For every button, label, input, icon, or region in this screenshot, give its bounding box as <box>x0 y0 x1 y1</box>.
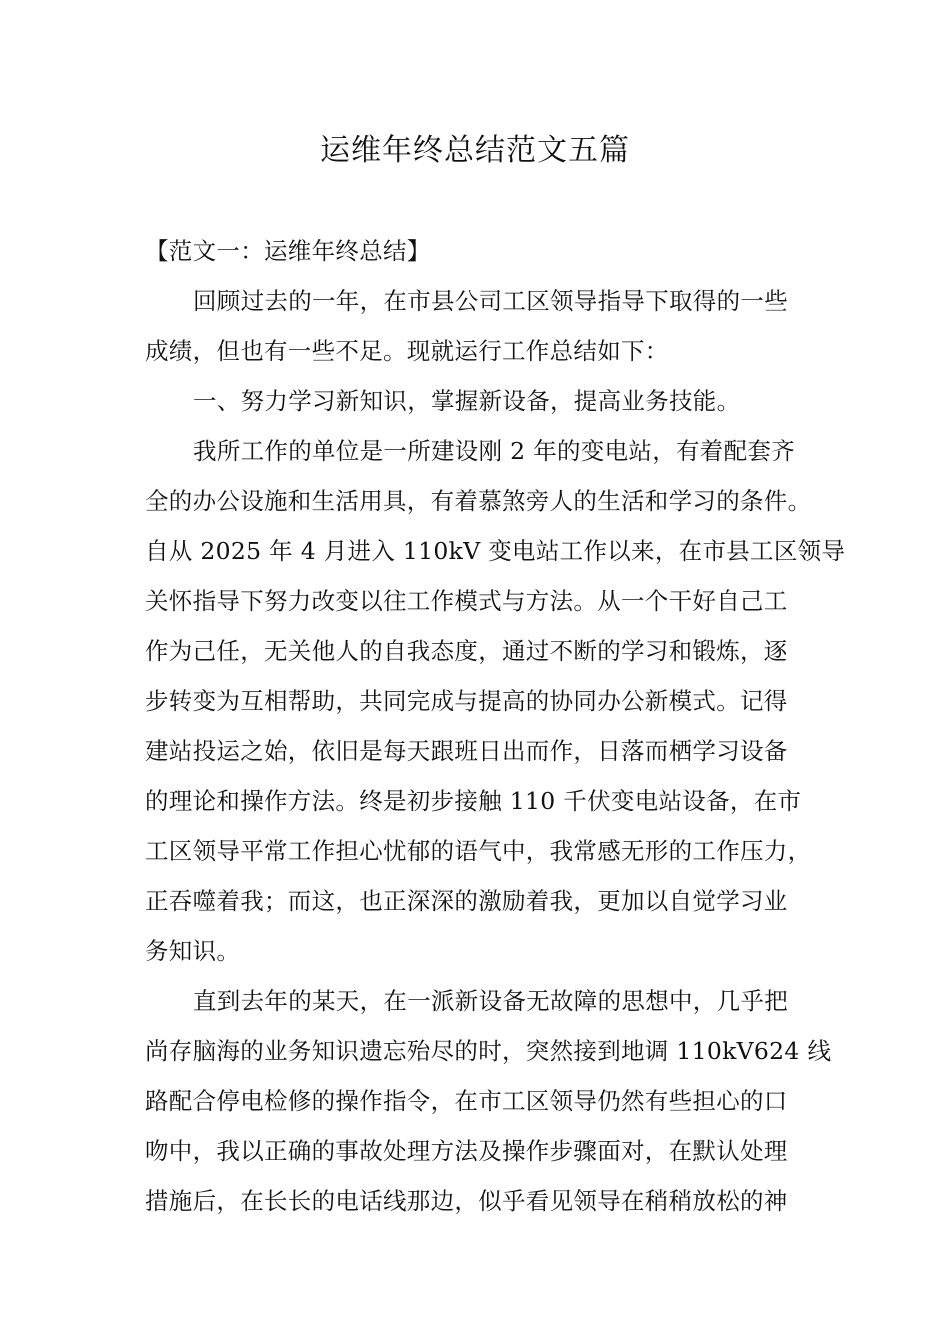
paragraph-line: 关怀指导下努力改变以往工作模式与方法。从一个干好自己工 <box>145 587 788 615</box>
subheading-line: 一、努力学习新知识，掌握新设备，提高业务技能。 <box>193 387 741 415</box>
paragraph-line: 务知识。 <box>145 937 241 965</box>
paragraph-line: 工区领导平常工作担心忧郁的语气中，我常感无形的工作压力， <box>145 837 812 865</box>
paragraph-line: 措施后，在长长的电话线那边，似乎看见领导在稍稍放松的神 <box>145 1187 788 1215</box>
paragraph-line: 正吞噬着我；而这，也正深深的激励着我，更加以自觉学习业 <box>145 887 788 915</box>
paragraph-line: 回顾过去的一年，在市县公司工区领导指导下取得的一些 <box>193 287 788 315</box>
paragraph-line: 建站投运之始，依旧是每天跟班日出而作，日落而栖学习设备 <box>145 737 788 765</box>
paragraph-line: 的理论和操作方法。终是初步接触 110 千伏变电站设备，在市 <box>145 787 802 815</box>
section-heading: 【范文一：运维年终总结】 <box>145 237 431 265</box>
paragraph-line: 作为己任，无关他人的自我态度，通过不断的学习和锻炼，逐 <box>145 637 788 665</box>
paragraph-line: 直到去年的某天，在一派新设备无故障的思想中，几乎把 <box>193 987 788 1015</box>
paragraph-line: 尚存脑海的业务知识遗忘殆尽的时，突然接到地调 110kV624 线 <box>145 1037 832 1065</box>
paragraph-line: 自从 2025 年 4 月进入 110kV 变电站工作以来，在市县工区领导 <box>145 537 846 565</box>
document-title: 运维年终总结范文五篇 <box>320 133 630 168</box>
paragraph-line: 吻中，我以正确的事故处理方法及操作步骤面对，在默认处理 <box>145 1137 788 1165</box>
paragraph-line: 全的办公设施和生活用具，有着慕煞旁人的生活和学习的条件。 <box>145 487 812 515</box>
paragraph-line: 路配合停电检修的操作指令，在市工区领导仍然有些担心的口 <box>145 1087 788 1115</box>
paragraph-line: 成绩，但也有一些不足。现就运行工作总结如下： <box>145 337 669 365</box>
paragraph-line: 步转变为互相帮助，共同完成与提高的协同办公新模式。记得 <box>145 687 788 715</box>
paragraph-line: 我所工作的单位是一所建设刚 2 年的变电站，有着配套齐 <box>193 437 795 465</box>
